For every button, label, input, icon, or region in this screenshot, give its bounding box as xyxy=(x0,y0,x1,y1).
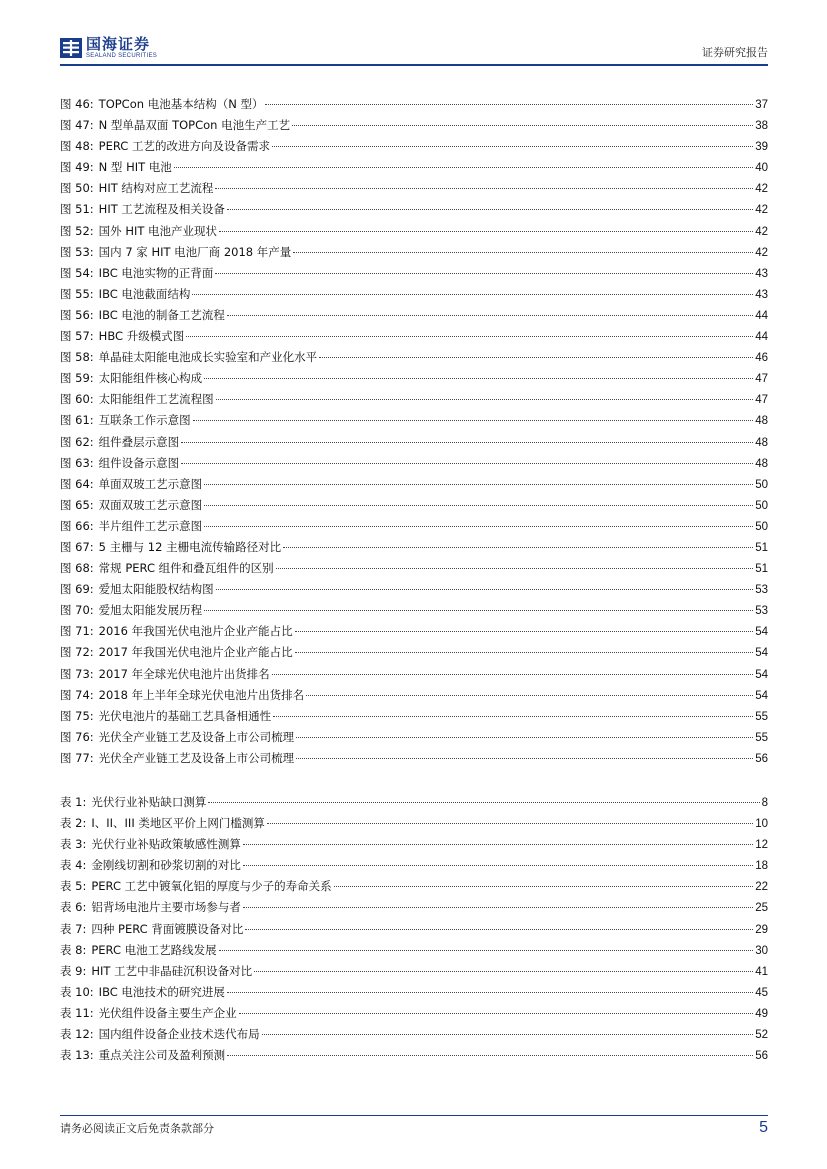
toc-entry-title: 单晶硅太阳能电池成长实验室和产业化水平 xyxy=(98,350,318,365)
logo-mark-icon xyxy=(60,36,82,60)
toc-entry-page: 53 xyxy=(755,584,768,597)
toc-entry-number: 表 7: xyxy=(60,921,87,936)
toc-entry-label xyxy=(60,813,265,834)
toc-entry-page: 43 xyxy=(755,267,768,280)
toc-entry-label xyxy=(60,516,202,537)
toc-entry-page: 48 xyxy=(755,457,768,470)
figure-toc-row[interactable] xyxy=(60,347,768,368)
logo-chinese-name: 国海证券 xyxy=(86,35,151,53)
figure-toc-row[interactable] xyxy=(60,558,768,579)
toc-entry-title: HIT 工艺流程及相关设备 xyxy=(98,202,225,217)
toc-entry-number: 图 53: xyxy=(60,244,94,259)
toc-entry-label xyxy=(60,600,202,621)
toc-entry-number: 图 74: xyxy=(60,687,94,702)
toc-entry-number: 图 73: xyxy=(60,666,94,681)
toc-entry-number: 图 72: xyxy=(60,645,94,660)
toc-leader-dots xyxy=(216,399,754,400)
toc-leader-dots xyxy=(204,505,753,506)
toc-entry-label xyxy=(60,792,206,813)
toc-entry-title: TOPCon 电池基本结构（N 型） xyxy=(98,97,264,111)
toc-entry-title: 国内组件设备企业技术迭代布局 xyxy=(98,1027,260,1042)
toc-leader-dots xyxy=(227,209,753,210)
toc-leader-dots xyxy=(243,907,753,908)
toc-entry-number: 表 5: xyxy=(60,879,87,894)
toc-entry-page: 47 xyxy=(755,373,768,386)
toc-entry-label xyxy=(60,642,293,663)
toc-entry-page: 52 xyxy=(755,1029,768,1042)
toc-entry-number: 表 11: xyxy=(60,1005,94,1020)
toc-entry-page: 55 xyxy=(755,710,768,723)
toc-leader-dots xyxy=(215,273,753,274)
toc-leader-dots xyxy=(306,695,753,696)
figure-toc-row[interactable] xyxy=(60,600,768,621)
toc-entry-number: 表 9: xyxy=(60,963,87,978)
toc-entry-label xyxy=(60,1045,225,1066)
toc-entry-label xyxy=(60,579,214,600)
toc-entry-page: 8 xyxy=(761,797,768,809)
table-toc-row[interactable] xyxy=(60,940,768,961)
toc-entry-number: 图 54: xyxy=(60,265,94,280)
toc-entry-title: 太阳能组件工艺流程图 xyxy=(98,392,214,407)
figure-toc-row[interactable] xyxy=(60,495,768,516)
toc-entry-label xyxy=(60,727,294,748)
toc-entry-page: 55 xyxy=(755,731,768,744)
toc-leader-dots xyxy=(186,336,753,337)
toc-entry-title: 组件设备示意图 xyxy=(98,455,180,470)
table-toc-row[interactable] xyxy=(60,813,768,834)
toc-entry-page: 29 xyxy=(755,923,768,936)
toc-entry-label xyxy=(60,94,263,115)
toc-leader-dots xyxy=(265,104,753,105)
toc-leader-dots xyxy=(283,547,753,548)
toc-entry-label xyxy=(60,263,213,284)
toc-entry-number: 图 71: xyxy=(60,624,94,639)
table-of-contents xyxy=(60,94,768,1066)
toc-entry-number: 图 70: xyxy=(60,603,94,618)
toc-entry-page: 37 xyxy=(755,99,768,111)
toc-entry-page: 54 xyxy=(755,647,768,660)
toc-entry-label xyxy=(60,242,291,263)
toc-entry-label xyxy=(60,221,217,242)
toc-leader-dots xyxy=(262,1034,754,1035)
toc-entry-label xyxy=(60,410,191,431)
toc-entry-label xyxy=(60,474,202,495)
toc-entry-title: 2016 年我国光伏电池片企业产能占比 xyxy=(98,624,293,639)
toc-entry-label xyxy=(60,940,217,961)
figure-toc-row[interactable] xyxy=(60,284,768,305)
table-toc-row[interactable] xyxy=(60,855,768,876)
page-header xyxy=(60,34,768,68)
table-toc-row[interactable] xyxy=(60,897,768,918)
toc-leader-dots xyxy=(243,844,753,845)
toc-entry-label xyxy=(60,558,274,579)
figure-toc-row[interactable] xyxy=(60,410,768,431)
toc-entry-label xyxy=(60,748,294,769)
toc-entry-page: 41 xyxy=(755,965,768,978)
figure-toc-row[interactable] xyxy=(60,537,768,558)
toc-entry-page: 48 xyxy=(755,415,768,428)
toc-entry-label xyxy=(60,706,271,727)
toc-leader-dots xyxy=(273,716,753,717)
toc-entry-label xyxy=(60,389,214,410)
figure-toc-row[interactable] xyxy=(60,389,768,410)
toc-entry-number: 表 6: xyxy=(60,900,87,915)
figure-toc-row[interactable] xyxy=(60,326,768,347)
figure-toc-row[interactable] xyxy=(60,115,768,136)
toc-leader-dots xyxy=(296,737,753,738)
toc-entry-number: 表 2: xyxy=(60,816,87,831)
toc-entry-page: 44 xyxy=(755,331,768,344)
toc-entry-page: 30 xyxy=(755,944,768,957)
toc-entry-number: 表 10: xyxy=(60,984,94,999)
figure-toc-row[interactable] xyxy=(60,748,768,769)
figure-toc-row[interactable] xyxy=(60,432,768,453)
toc-entry-page: 42 xyxy=(755,183,768,196)
toc-entry-title: 5 主栅与 12 主栅电流传输路径对比 xyxy=(98,539,282,554)
toc-entry-page: 39 xyxy=(755,141,768,154)
figure-toc-row[interactable] xyxy=(60,706,768,727)
toc-entry-number: 图 60: xyxy=(60,392,94,407)
toc-leader-dots xyxy=(292,125,753,126)
figure-toc-row[interactable] xyxy=(60,621,768,642)
figure-toc-row[interactable] xyxy=(60,642,768,663)
table-toc-row[interactable] xyxy=(60,919,768,940)
table-toc-row[interactable] xyxy=(60,961,768,982)
toc-leader-dots xyxy=(181,442,753,443)
figure-toc-row[interactable] xyxy=(60,199,768,220)
toc-entry-page: 47 xyxy=(755,394,768,407)
figure-list xyxy=(60,94,768,769)
toc-entry-label xyxy=(60,1003,237,1024)
toc-entry-title: 常规 PERC 组件和叠瓦组件的区别 xyxy=(98,561,274,576)
toc-entry-number: 表 1: xyxy=(60,795,87,809)
toc-leader-dots xyxy=(204,378,753,379)
toc-entry-page: 50 xyxy=(755,499,768,512)
header-divider xyxy=(60,64,768,66)
figure-toc-row[interactable] xyxy=(60,368,768,389)
toc-entry-number: 图 55: xyxy=(60,286,94,301)
figure-toc-row[interactable] xyxy=(60,727,768,748)
toc-entry-title: 光伏组件设备主要生产企业 xyxy=(98,1005,237,1020)
toc-entry-title: 光伏行业补贴缺口测算 xyxy=(91,795,207,809)
toc-leader-dots xyxy=(239,1013,754,1014)
toc-entry-label xyxy=(60,1024,260,1045)
figure-toc-row[interactable] xyxy=(60,664,768,685)
toc-entry-number: 图 65: xyxy=(60,497,94,512)
toc-entry-page: 50 xyxy=(755,520,768,533)
toc-entry-title: 爱旭太阳能股权结构图 xyxy=(98,582,214,597)
toc-entry-label xyxy=(60,855,241,876)
toc-leader-dots xyxy=(334,886,754,887)
toc-leader-dots xyxy=(208,802,759,803)
toc-entry-number: 图 57: xyxy=(60,329,94,344)
table-toc-row[interactable] xyxy=(60,834,768,855)
toc-leader-dots xyxy=(204,610,753,611)
toc-entry-label xyxy=(60,136,270,157)
toc-entry-title: PERC 电池工艺路线发展 xyxy=(91,942,217,957)
toc-entry-number: 图 59: xyxy=(60,371,94,386)
figure-toc-row[interactable] xyxy=(60,242,768,263)
figure-toc-row[interactable] xyxy=(60,221,768,242)
toc-entry-page: 51 xyxy=(755,541,768,554)
toc-entry-title: 光伏电池片的基础工艺具备相通性 xyxy=(98,708,272,723)
toc-entry-number: 图 61: xyxy=(60,413,94,428)
toc-leader-dots xyxy=(319,357,753,358)
toc-entry-number: 表 8: xyxy=(60,942,87,957)
toc-entry-title: PERC 工艺的改进方向及设备需求 xyxy=(98,139,270,154)
toc-entry-number: 图 62: xyxy=(60,434,94,449)
toc-leader-dots xyxy=(295,652,754,653)
toc-entry-title: 组件叠层示意图 xyxy=(98,434,180,449)
toc-entry-label xyxy=(60,495,202,516)
toc-entry-page: 46 xyxy=(755,352,768,365)
figure-toc-row[interactable] xyxy=(60,305,768,326)
toc-leader-dots xyxy=(181,463,753,464)
toc-entry-label xyxy=(60,685,304,706)
toc-entry-title: 太阳能组件核心构成 xyxy=(98,371,203,386)
logo-english-name: SEALAND SECURITIES xyxy=(86,53,158,59)
section-gap xyxy=(60,769,768,792)
figure-toc-row[interactable] xyxy=(60,178,768,199)
toc-leader-dots xyxy=(227,992,753,993)
toc-entry-label xyxy=(60,537,281,558)
table-toc-row[interactable] xyxy=(60,1003,768,1024)
toc-entry-label xyxy=(60,305,225,326)
table-toc-row[interactable] xyxy=(60,982,768,1003)
toc-entry-page: 56 xyxy=(755,752,768,765)
toc-entry-title: HIT 结构对应工艺流程 xyxy=(98,181,214,196)
toc-entry-title: IBC 电池的制备工艺流程 xyxy=(98,307,225,322)
toc-entry-number: 图 63: xyxy=(60,455,94,470)
toc-leader-dots xyxy=(293,252,753,253)
toc-entry-label xyxy=(60,897,241,918)
toc-entry-label xyxy=(60,157,172,178)
figure-toc-row[interactable] xyxy=(60,136,768,157)
toc-entry-label xyxy=(60,919,243,940)
toc-entry-number: 图 69: xyxy=(60,582,94,597)
toc-leader-dots xyxy=(295,631,754,632)
toc-entry-title: HIT 工艺中非晶硅沉积设备对比 xyxy=(91,963,253,978)
toc-entry-label xyxy=(60,621,293,642)
toc-leader-dots xyxy=(219,950,754,951)
toc-entry-number: 图 67: xyxy=(60,539,94,554)
toc-entry-label xyxy=(60,115,290,136)
table-toc-row[interactable] xyxy=(60,792,768,813)
toc-entry-page: 51 xyxy=(755,563,768,576)
toc-entry-page: 42 xyxy=(755,246,768,259)
toc-leader-dots xyxy=(276,568,754,569)
toc-leader-dots xyxy=(254,971,753,972)
toc-entry-number: 图 49: xyxy=(60,160,94,175)
footer-divider xyxy=(60,1115,768,1116)
toc-entry-title: 2017 年我国光伏电池片企业产能占比 xyxy=(98,645,293,660)
toc-entry-number: 图 50: xyxy=(60,181,94,196)
toc-entry-number: 图 52: xyxy=(60,223,94,238)
table-list xyxy=(60,792,768,1066)
toc-entry-page: 54 xyxy=(755,668,768,681)
toc-leader-dots xyxy=(216,589,754,590)
toc-leader-dots xyxy=(227,1055,753,1056)
toc-leader-dots xyxy=(193,420,754,421)
toc-entry-title: 国外 HIT 电池产业现状 xyxy=(98,223,218,238)
toc-entry-title: PERC 工艺中镀氧化铝的厚度与少子的寿命关系 xyxy=(91,879,332,894)
toc-entry-title: I、II、III 类地区平价上网门槛测算 xyxy=(91,816,265,831)
toc-leader-dots xyxy=(215,188,753,189)
toc-entry-title: N 型单晶双面 TOPCon 电池生产工艺 xyxy=(98,118,291,133)
toc-entry-label xyxy=(60,876,332,897)
toc-entry-title: IBC 电池实物的正背面 xyxy=(98,265,214,280)
toc-entry-number: 图 75: xyxy=(60,708,94,723)
toc-leader-dots xyxy=(267,823,753,824)
toc-entry-number: 图 48: xyxy=(60,139,94,154)
toc-entry-title: 互联条工作示意图 xyxy=(98,413,191,428)
toc-entry-page: 42 xyxy=(755,225,768,238)
toc-entry-number: 图 77: xyxy=(60,750,94,765)
toc-entry-title: 国内 7 家 HIT 电池厂商 2018 年产量 xyxy=(98,244,292,259)
figure-toc-row[interactable] xyxy=(60,453,768,474)
toc-entry-label xyxy=(60,347,317,368)
toc-entry-title: 铝背场电池片主要市场参与者 xyxy=(91,900,241,915)
toc-leader-dots xyxy=(192,294,753,295)
toc-entry-page: 48 xyxy=(755,436,768,449)
toc-entry-label xyxy=(60,284,190,305)
toc-entry-page: 45 xyxy=(755,986,768,999)
toc-entry-title: 金刚线切割和砂浆切割的对比 xyxy=(91,858,241,873)
toc-entry-label xyxy=(60,432,179,453)
toc-entry-title: 四种 PERC 背面镀膜设备对比 xyxy=(91,921,244,936)
toc-entry-page: 10 xyxy=(755,818,768,831)
toc-entry-page: 49 xyxy=(755,1007,768,1020)
toc-entry-page: 40 xyxy=(755,162,768,175)
page-number: 5 xyxy=(759,1119,768,1136)
toc-entry-label xyxy=(60,982,225,1003)
toc-entry-title: HBC 升级模式图 xyxy=(98,329,185,344)
toc-leader-dots xyxy=(245,929,753,930)
toc-entry-number: 图 56: xyxy=(60,307,94,322)
toc-entry-page: 38 xyxy=(755,120,768,133)
toc-leader-dots xyxy=(227,315,753,316)
toc-leader-dots xyxy=(296,758,753,759)
toc-leader-dots xyxy=(174,167,753,168)
toc-leader-dots xyxy=(243,865,753,866)
figure-toc-row[interactable] xyxy=(60,263,768,284)
toc-entry-page: 53 xyxy=(755,605,768,618)
figure-toc-row[interactable] xyxy=(60,157,768,178)
toc-entry-label xyxy=(60,453,179,474)
toc-entry-title: 光伏行业补贴政策敏感性测算 xyxy=(91,837,241,852)
toc-entry-title: N 型 HIT 电池 xyxy=(98,160,172,175)
toc-entry-number: 图 51: xyxy=(60,202,94,217)
toc-entry-number: 图 76: xyxy=(60,729,94,744)
toc-entry-page: 18 xyxy=(755,860,768,873)
table-toc-row[interactable] xyxy=(60,1024,768,1045)
toc-entry-title: IBC 电池技术的研究进展 xyxy=(98,984,225,999)
toc-entry-title: 半片组件工艺示意图 xyxy=(98,518,203,533)
toc-entry-title: 单面双玻工艺示意图 xyxy=(98,476,203,491)
toc-entry-page: 25 xyxy=(755,902,768,915)
toc-entry-number: 图 46: xyxy=(60,97,94,111)
toc-leader-dots xyxy=(219,231,753,232)
toc-entry-title: 爱旭太阳能发展历程 xyxy=(98,603,203,618)
toc-leader-dots xyxy=(204,526,753,527)
figure-toc-row[interactable] xyxy=(60,516,768,537)
report-type-label: 证券研究报告 xyxy=(702,46,768,59)
figure-toc-row[interactable] xyxy=(60,579,768,600)
toc-entry-title: 双面双玻工艺示意图 xyxy=(98,497,203,512)
toc-entry-number: 表 12: xyxy=(60,1027,94,1042)
toc-entry-title: 光伏全产业链工艺及设备上市公司梳理 xyxy=(98,750,295,765)
toc-entry-label xyxy=(60,368,202,389)
toc-entry-page: 50 xyxy=(755,478,768,491)
toc-leader-dots xyxy=(272,674,754,675)
toc-entry-number: 图 58: xyxy=(60,350,94,365)
toc-entry-label xyxy=(60,199,225,220)
toc-entry-label xyxy=(60,326,184,347)
toc-entry-title: 2018 年上半年全球光伏电池片出货排名 xyxy=(98,687,305,702)
toc-entry-number: 图 47: xyxy=(60,118,94,133)
toc-entry-label xyxy=(60,664,270,685)
toc-entry-title: 2017 年全球光伏电池片出货排名 xyxy=(98,666,270,681)
toc-leader-dots xyxy=(204,484,753,485)
toc-entry-page: 42 xyxy=(755,204,768,217)
toc-entry-page: 54 xyxy=(755,626,768,639)
toc-entry-label xyxy=(60,834,241,855)
figure-toc-row[interactable] xyxy=(60,474,768,495)
toc-leader-dots xyxy=(272,146,753,147)
toc-entry-label xyxy=(60,961,252,982)
toc-entry-number: 表 4: xyxy=(60,858,87,873)
toc-entry-title: 光伏全产业链工艺及设备上市公司梳理 xyxy=(98,729,295,744)
toc-entry-number: 图 64: xyxy=(60,476,94,491)
toc-entry-page: 54 xyxy=(755,689,768,702)
toc-entry-title: 重点关注公司及盈利预测 xyxy=(98,1048,226,1063)
toc-entry-page: 22 xyxy=(755,881,768,894)
toc-entry-label xyxy=(60,178,213,199)
toc-entry-title: IBC 电池截面结构 xyxy=(98,286,191,301)
toc-entry-number: 表 3: xyxy=(60,837,87,852)
toc-entry-number: 图 68: xyxy=(60,561,94,576)
company-logo xyxy=(60,34,157,62)
table-toc-row[interactable] xyxy=(60,1045,768,1066)
toc-entry-page: 12 xyxy=(755,839,768,852)
table-toc-row[interactable] xyxy=(60,876,768,897)
toc-entry-number: 表 13: xyxy=(60,1048,94,1063)
toc-entry-page: 56 xyxy=(755,1050,768,1063)
toc-entry-page: 43 xyxy=(755,288,768,301)
toc-entry-page: 44 xyxy=(755,309,768,322)
toc-entry-number: 图 66: xyxy=(60,518,94,533)
disclaimer-note: 请务必阅读正文后免责条款部分 xyxy=(60,1122,214,1135)
figure-toc-row[interactable] xyxy=(60,94,768,115)
figure-toc-row[interactable] xyxy=(60,685,768,706)
